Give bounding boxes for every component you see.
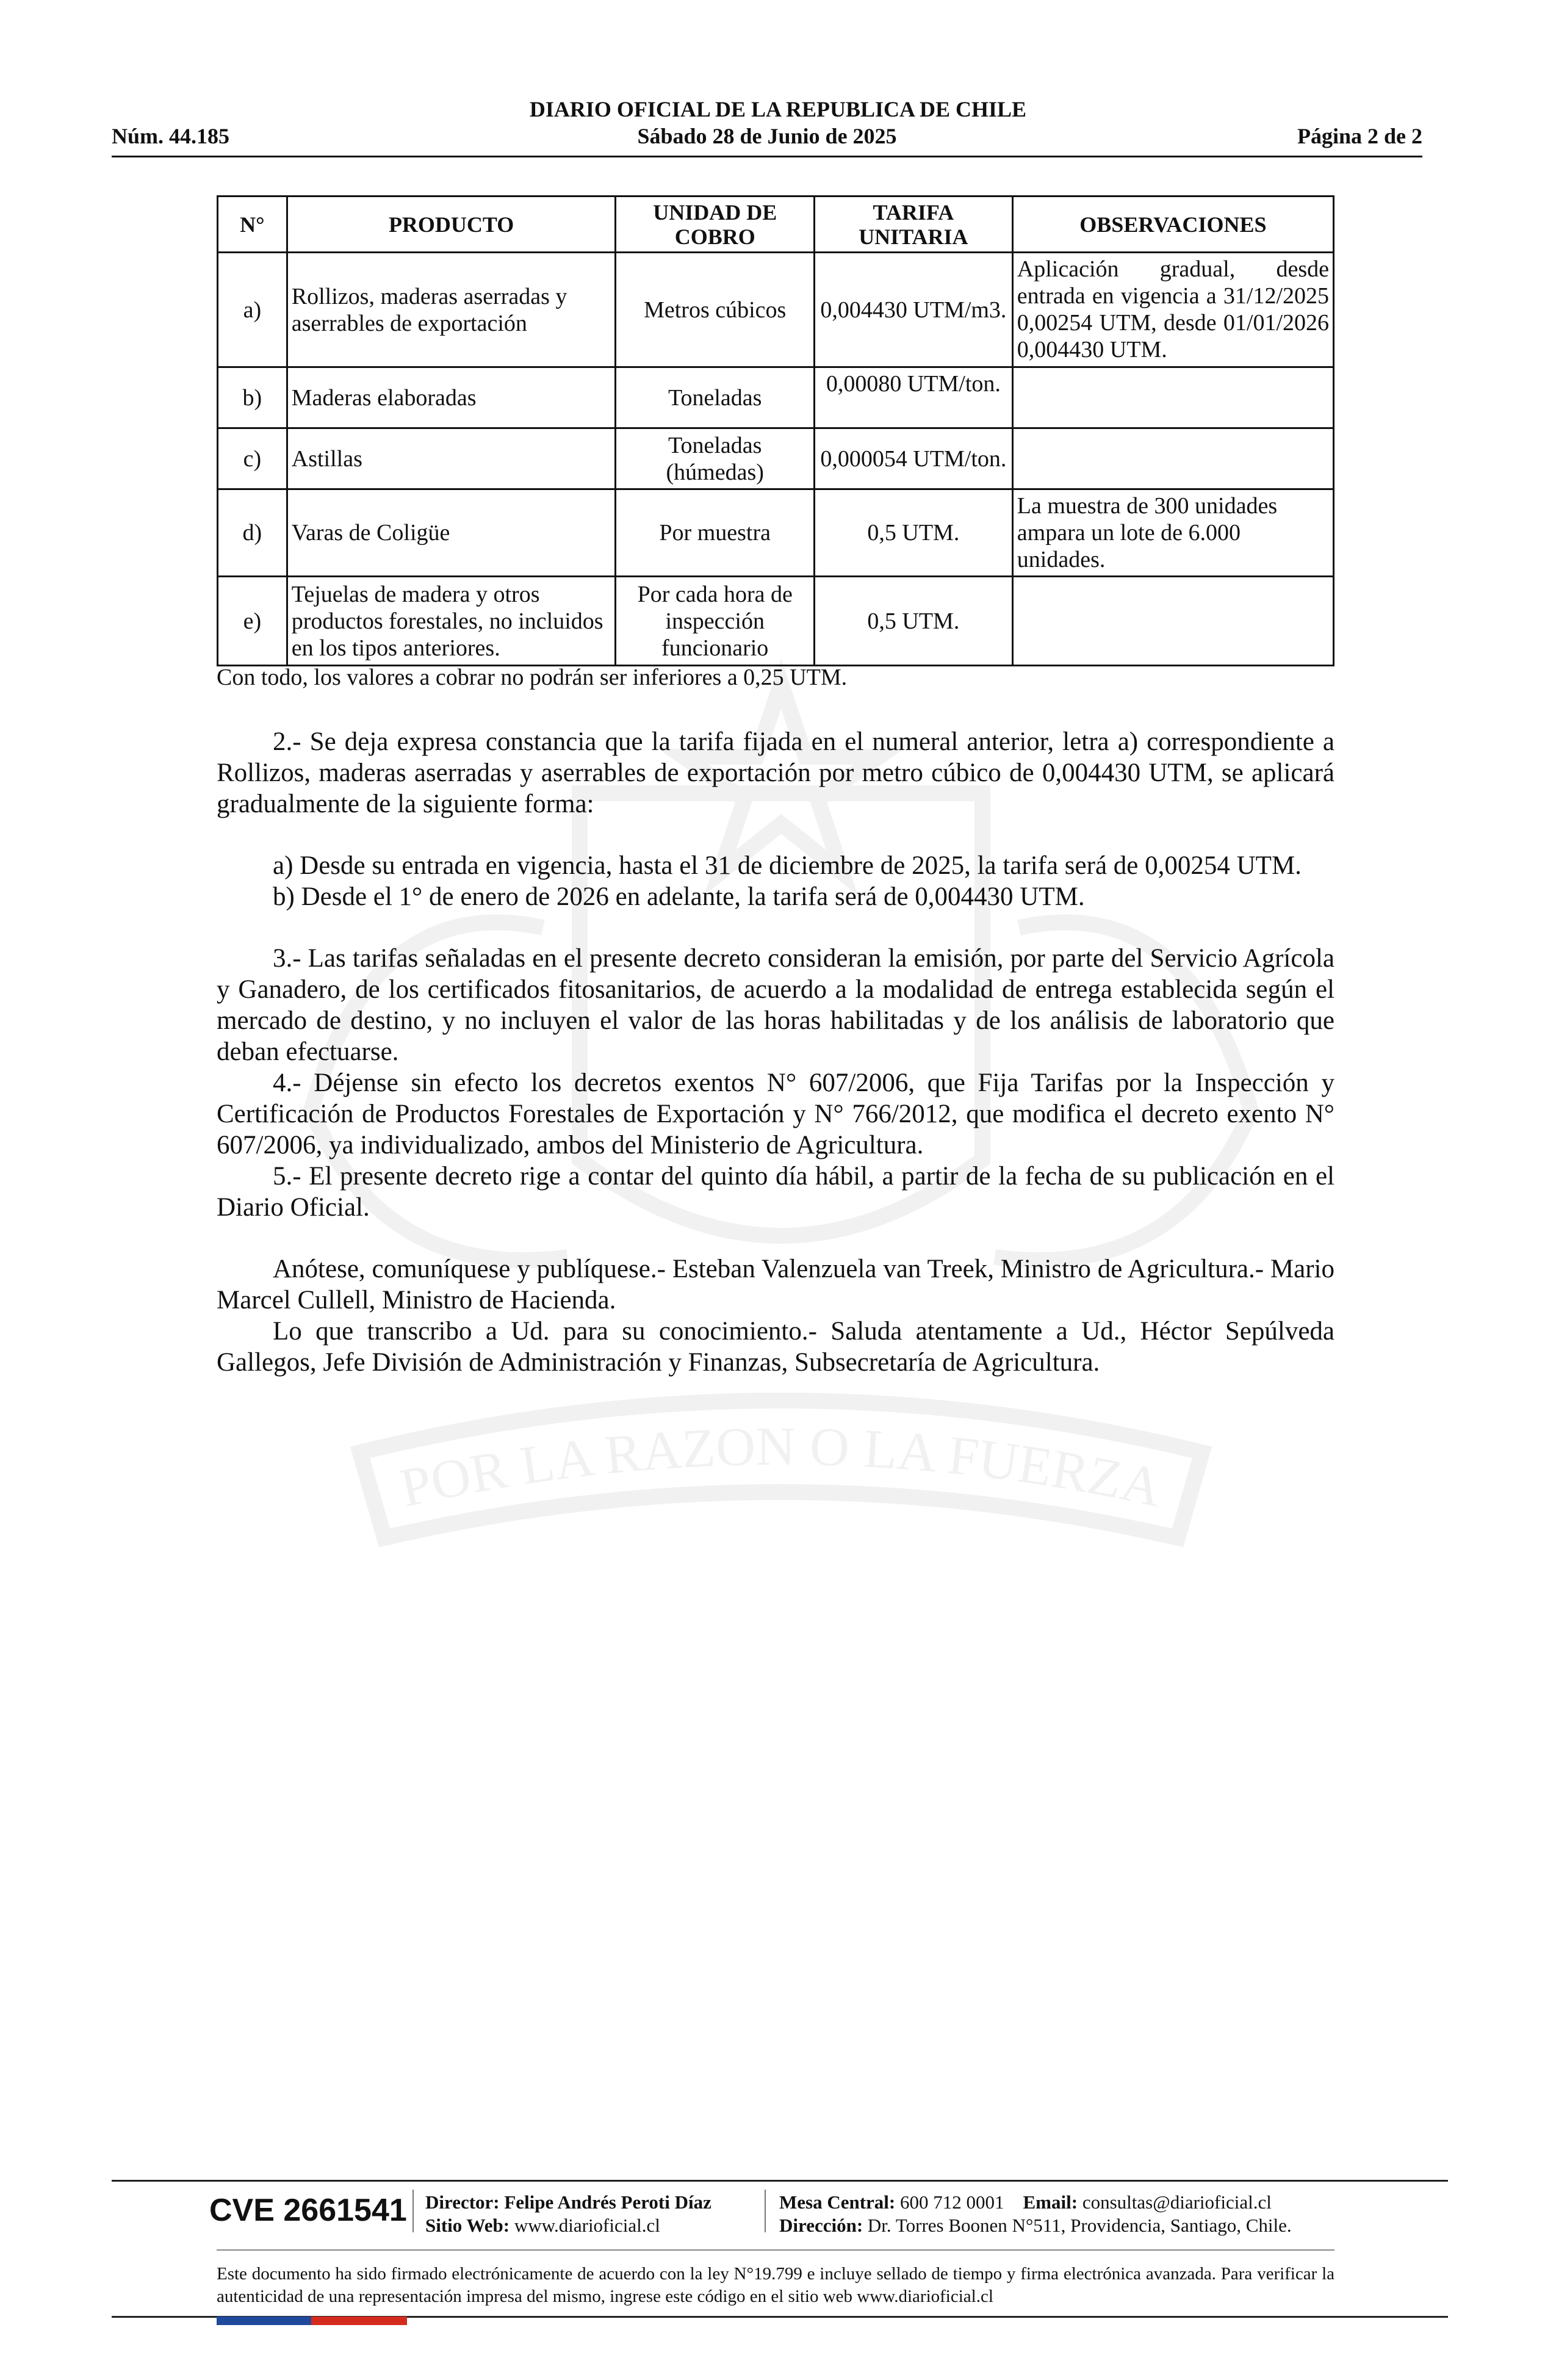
footer-separator bbox=[412, 2190, 414, 2232]
footer-director-block bbox=[425, 2191, 711, 2237]
row-label: e) bbox=[218, 577, 287, 666]
table-row bbox=[218, 428, 1334, 489]
col-header-tarifa: TARIFA UNITARIA bbox=[814, 197, 1012, 253]
table-row bbox=[218, 367, 1334, 428]
cell-producto: Astillas bbox=[287, 428, 616, 489]
cell-producto: Rollizos, maderas aserradas y aserrables de exportación bbox=[287, 253, 616, 367]
decree-body bbox=[217, 726, 1334, 1378]
mesa-phone: 600 712 0001 bbox=[900, 2191, 1004, 2213]
cell-observaciones bbox=[1012, 367, 1333, 428]
cell-observaciones bbox=[1012, 428, 1333, 489]
cell-unidad: Toneladas (húmedas) bbox=[616, 428, 814, 489]
col-header-observaciones: OBSERVACIONES bbox=[1012, 197, 1333, 253]
footer-separator bbox=[765, 2190, 766, 2232]
cell-unidad: Toneladas bbox=[616, 367, 814, 428]
director-name: Felipe Andrés Peroti Díaz bbox=[504, 2191, 711, 2213]
paragraph-transcription: Lo que transcribo a Ud. para su conocimiento.- Saluda atentamente a Ud., Héctor Sepúlveda Gallegos, Jefe División de Administración y Finanzas, Subsecretaría de Agricultura. bbox=[217, 1317, 1334, 1377]
row-label: b) bbox=[218, 367, 287, 428]
paragraph-2a: a) Desde su entrada en vigencia, hasta el 31 de diciembre de 2025, la tarifa será de 0,00254 UTM. bbox=[273, 851, 1302, 880]
address-label: Dirección: bbox=[779, 2215, 863, 2236]
paragraph-5: 5.- El presente decreto rige a contar del quinto día hábil, a partir de la fecha de su publicación en el Diario Oficial. bbox=[217, 1162, 1334, 1222]
cell-tarifa: 0,5 UTM. bbox=[814, 489, 1012, 577]
legal-notice: Este documento ha sido firmado electrónicamente de acuerdo con la ley N°19.799 e incluye sellado de tiempo y firma electrónica avanzada. Para verificar la autenticidad de una representación impresa del mismo, ingrese este código en el sitio web www.diarioficial.cl bbox=[217, 2264, 1334, 2306]
paragraph-3: 3.- Las tarifas señaladas en el presente decreto consideran la emisión, por parte del Servicio Agrícola y Ganadero, de los certificados fitosanitarios, de acuerdo a la modalidad de entrega establecida según el mercado de destino, y no incluyen el valor de las horas habilitadas y de los análisis de laboratorio que deban efectuarse. bbox=[217, 944, 1334, 1066]
site-label: Sitio Web: bbox=[425, 2215, 510, 2236]
col-header-n: N° bbox=[218, 197, 287, 253]
table-row bbox=[218, 489, 1334, 577]
address-text: Dr. Torres Boonen N°511, Providencia, Santiago, Chile. bbox=[867, 2215, 1292, 2236]
footer-contact-block bbox=[779, 2191, 1292, 2237]
col-header-unidad: UNIDAD DE COBRO bbox=[616, 197, 814, 253]
director-label: Director: bbox=[425, 2191, 500, 2213]
cell-producto: Varas de Coligüe bbox=[287, 489, 616, 577]
cell-producto: Maderas elaboradas bbox=[287, 367, 616, 428]
table-row bbox=[218, 577, 1334, 666]
cell-unidad: Metros cúbicos bbox=[616, 253, 814, 367]
cell-unidad: Por muestra bbox=[616, 489, 814, 577]
paragraph-4: 4.- Déjense sin efecto los decretos exentos N° 607/2006, que Fija Tarifas por la Inspección y Certificación de Productos Forestales de Exportación y N° 766/2012, que modifica el decreto exento N° 607/2006, ya individualizado, ambos del Ministerio de Agricultura. bbox=[217, 1069, 1334, 1159]
tariff-table bbox=[217, 195, 1334, 666]
email-address[interactable]: consultas@diarioficial.cl bbox=[1082, 2191, 1272, 2213]
cell-tarifa: 0,00080 UTM/ton. bbox=[814, 367, 1012, 428]
site-url[interactable]: www.diarioficial.cl bbox=[514, 2215, 660, 2236]
paragraph-2b: b) Desde el 1° de enero de 2026 en adelante, la tarifa será de 0,004430 UTM. bbox=[273, 882, 1085, 911]
page-number: Página 2 de 2 bbox=[1297, 124, 1422, 148]
watermark-motto: POR LA RAZON O LA FUERZA bbox=[395, 1416, 1167, 1519]
table-note: Con todo, los valores a cobrar no podrán ser inferiores a 0,25 UTM. bbox=[217, 665, 848, 690]
cell-producto: Tejuelas de madera y otros productos forestales, no incluidos en los tipos anteriores. bbox=[287, 577, 616, 666]
header-row bbox=[112, 123, 1422, 150]
cell-tarifa: 0,000054 UTM/ton. bbox=[814, 428, 1012, 489]
table-row bbox=[218, 253, 1334, 367]
email-label: Email: bbox=[1023, 2191, 1078, 2213]
cell-observaciones bbox=[1012, 577, 1333, 666]
footer-mid-divider bbox=[217, 2249, 1334, 2251]
table-header-row bbox=[218, 197, 1334, 253]
flag-stripe-red bbox=[311, 2317, 407, 2325]
flag-stripe-blue bbox=[217, 2317, 311, 2325]
footer-top-divider bbox=[112, 2180, 1448, 2182]
row-label: a) bbox=[218, 253, 287, 367]
cell-observaciones: La muestra de 300 unidades ampara un lote de 6.000 unidades. bbox=[1012, 489, 1333, 577]
row-label: d) bbox=[218, 489, 287, 577]
newspaper-title: DIARIO OFICIAL DE LA REPUBLICA DE CHILE bbox=[529, 97, 1027, 121]
cve-code: CVE 2661541 bbox=[209, 2193, 407, 2228]
cell-unidad: Por cada hora de inspección funcionario bbox=[616, 577, 814, 666]
mesa-label: Mesa Central: bbox=[779, 2191, 896, 2213]
paragraph-2: 2.- Se deja expresa constancia que la tarifa fijada en el numeral anterior, letra a) correspondiente a Rollizos, maderas aserradas y aserrables de exportación por metro cúbico de 0,004430 UTM, se aplicará gradualmente de la siguiente forma: bbox=[217, 727, 1334, 818]
cell-tarifa: 0,5 UTM. bbox=[814, 577, 1012, 666]
header-divider bbox=[112, 156, 1422, 157]
col-header-producto: PRODUCTO bbox=[287, 197, 616, 253]
issue-date: Sábado 28 de Junio de 2025 bbox=[637, 124, 897, 148]
issue-number: Núm. 44.185 bbox=[112, 124, 230, 148]
row-label: c) bbox=[218, 428, 287, 489]
cell-observaciones: Aplicación gradual, desde entrada en vigencia a 31/12/2025 0,00254 UTM, desde 01/01/2026 0,004430 UTM. bbox=[1012, 253, 1333, 367]
cell-tarifa: 0,004430 UTM/m3. bbox=[814, 253, 1012, 367]
paragraph-signatures: Anótese, comuníquese y publíquese.- Esteban Valenzuela van Treek, Ministro de Agricultura.- Mario Marcel Cullell, Ministro de Hacienda. bbox=[217, 1255, 1334, 1314]
